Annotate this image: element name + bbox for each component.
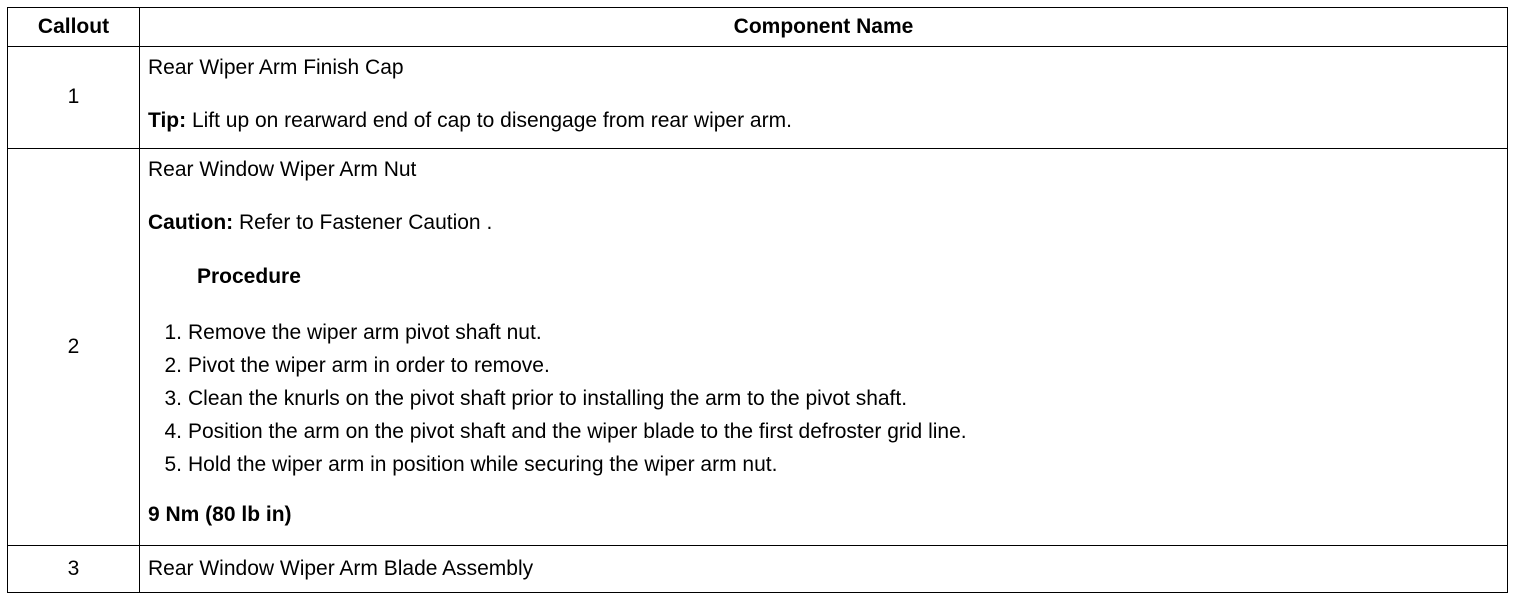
component-name-column-header: Component Name <box>140 8 1508 47</box>
procedure-step <box>148 383 1499 416</box>
table-header-row <box>8 8 1508 47</box>
caution-note <box>148 210 1499 236</box>
step-text: Hold the wiper arm in position while securing the wiper arm nut. <box>188 453 778 477</box>
tip-note <box>148 108 1499 134</box>
procedure-steps <box>148 317 1499 482</box>
callout-number: 2 <box>8 149 140 546</box>
step-text: Remove the wiper arm pivot shaft nut. <box>188 321 542 345</box>
callout-column-header: Callout <box>8 8 140 47</box>
torque-spec: 9 Nm (80 lb in) <box>148 502 292 526</box>
table-row <box>8 47 1508 149</box>
step-text: Clean the knurls on the pivot shaft prior to installing the arm to the pivot shaft. <box>188 387 908 411</box>
step-text: Position the arm on the pivot shaft and the wiper blade to the first defroster grid line. <box>188 420 967 444</box>
callout-number: 1 <box>8 47 140 149</box>
step-number: 1. <box>164 321 182 345</box>
component-cell <box>140 149 1508 546</box>
component-name: Rear Window Wiper Arm Nut <box>148 158 417 181</box>
step-number: 4. <box>164 420 182 444</box>
procedure-step <box>148 449 1499 482</box>
procedure-step <box>148 350 1499 383</box>
procedure-step <box>148 317 1499 350</box>
component-cell <box>140 47 1508 149</box>
callout-number: 3 <box>8 546 140 593</box>
caution-text: Refer to Fastener Caution . <box>233 211 493 235</box>
procedure-title: Procedure <box>197 264 301 288</box>
table-row <box>8 546 1508 593</box>
table-row <box>8 149 1508 546</box>
component-table-container <box>7 7 1507 593</box>
tip-text: Lift up on rearward end of cap to disengage from rear wiper arm. <box>186 109 792 133</box>
procedure-step <box>148 416 1499 449</box>
caution-label: Caution: <box>148 211 234 235</box>
component-name: Rear Wiper Arm Finish Cap <box>148 56 404 79</box>
step-number: 3. <box>164 387 182 411</box>
component-name: Rear Window Wiper Arm Blade Assembly <box>148 556 534 580</box>
step-text: Pivot the wiper arm in order to remove. <box>188 354 550 378</box>
step-number: 5. <box>164 453 182 477</box>
component-table <box>7 7 1508 593</box>
step-number: 2. <box>164 354 182 378</box>
tip-label: Tip: <box>148 109 187 133</box>
component-cell <box>140 546 1508 593</box>
